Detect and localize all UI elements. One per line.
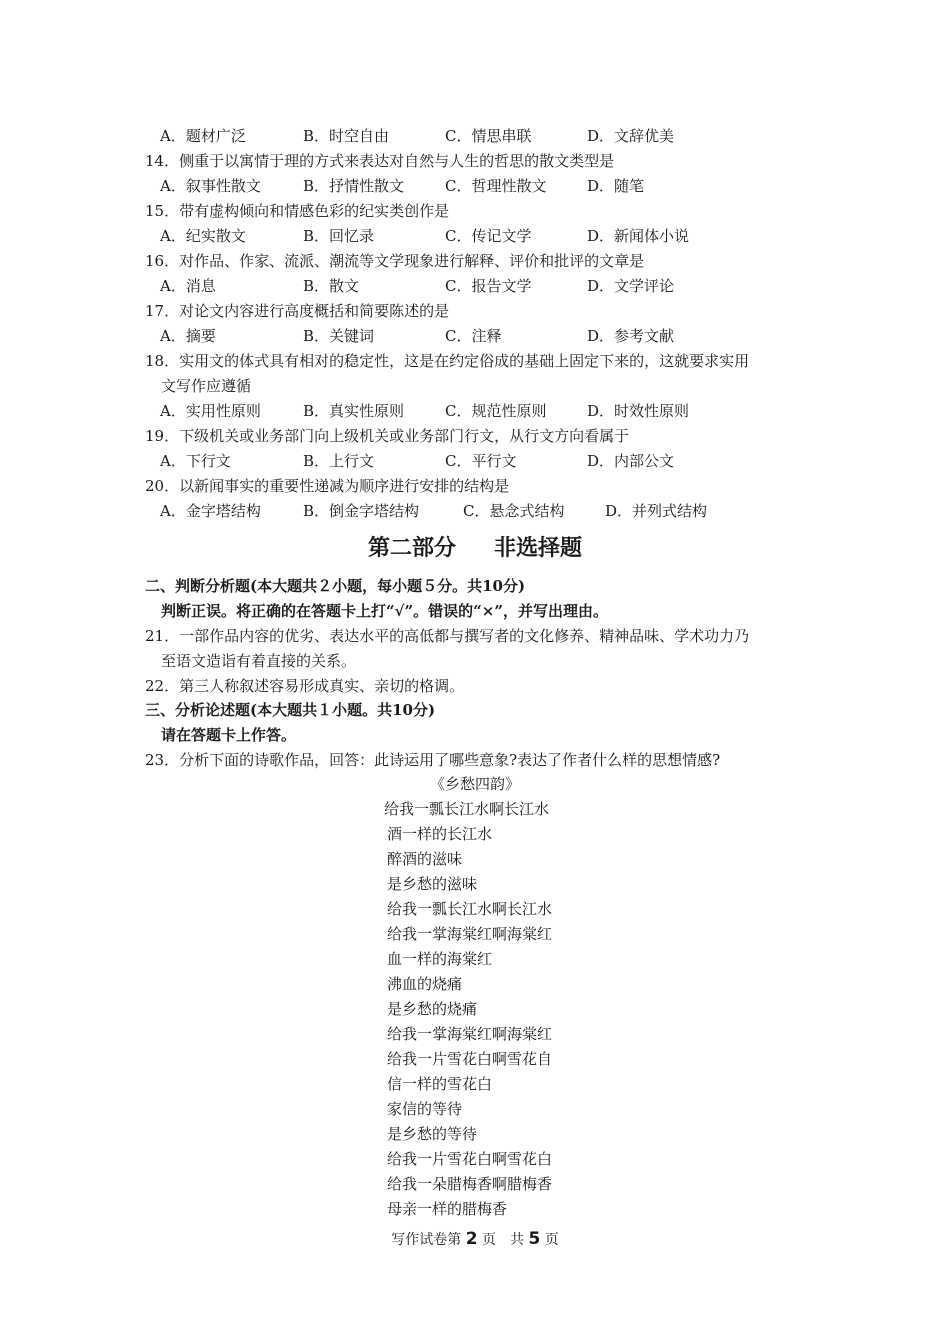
option-a: A．实用性原则 — [160, 402, 261, 420]
poem-line: 醉酒的滋味 — [387, 850, 463, 868]
option-c: C．平行文 — [445, 452, 517, 470]
option-a: A．纪实散文 — [160, 227, 246, 245]
option-c: C．情思串联 — [445, 127, 532, 145]
question-14: 14．侧重于以寓情于理的方式来表达对自然与人生的哲思的散文类型是 — [145, 152, 615, 170]
poem-line: 是乡愁的滋味 — [387, 875, 478, 893]
poem-line: 血一样的海棠红 — [387, 950, 493, 968]
current-page-number: 2 — [465, 1229, 478, 1249]
question-18: 18．实用文的体式具有相对的稳定性，这是在约定俗成的基础上固定下来的，这就要求实用 — [145, 352, 750, 370]
section-3-heading: 三、分析论述题(本大题共１小题。共10分) — [145, 701, 436, 719]
option-a: A．下行文 — [160, 452, 231, 470]
option-d: D．并列式结构 — [605, 502, 708, 520]
option-b: B．倒金字塔结构 — [303, 502, 420, 520]
option-b: B．上行文 — [303, 452, 375, 470]
option-d: D．新闻体小说 — [587, 227, 690, 245]
section-2-instruction: 判断正误。将正确的在答题卡上打“√”。错误的“×”，并写出理由。 — [161, 602, 608, 620]
option-a: A．金字塔结构 — [160, 502, 261, 520]
question-20: 20．以新闻事实的重要性递减为顺序进行安排的结构是 — [145, 477, 510, 495]
poem-line: 给我一掌海棠红啊海棠红 — [387, 1025, 553, 1043]
question-18-continued: 文写作应遵循 — [161, 377, 252, 395]
question-16: 16．对作品、作家、流派、潮流等文学现象进行解释、评价和批评的文章是 — [145, 252, 645, 270]
footer-prefix: 写作试卷第 — [391, 1232, 462, 1248]
poem-line: 给我一瓢长江水啊长江水 — [384, 800, 550, 818]
option-c: C．悬念式结构 — [463, 502, 565, 520]
poem-line: 是乡愁的烧痛 — [387, 1000, 478, 1018]
part-two-title — [0, 534, 950, 564]
option-a: A．叙事性散文 — [160, 177, 261, 195]
option-a: A．题材广泛 — [160, 127, 246, 145]
footer-suffix: 页 — [544, 1232, 559, 1248]
poem-line: 给我一片雪花白啊雪花白 — [387, 1150, 553, 1168]
option-d: D．时效性原则 — [587, 402, 690, 420]
option-b: B．真实性原则 — [303, 402, 405, 420]
option-c: C．哲理性散文 — [445, 177, 547, 195]
option-c: C．传记文学 — [445, 227, 532, 245]
poem-line: 沸血的烧痛 — [387, 975, 463, 993]
option-d: D．文辞优美 — [587, 127, 675, 145]
poem-line: 家信的等待 — [387, 1100, 463, 1118]
option-d: D．参考文献 — [587, 327, 675, 345]
option-d: D．内部公文 — [587, 452, 675, 470]
question-17: 17．对论文内容进行高度概括和简要陈述的是 — [145, 302, 450, 320]
option-b: B．抒情性散文 — [303, 177, 405, 195]
poem-line: 给我一朵腊梅香啊腊梅香 — [387, 1175, 553, 1193]
section-3-instruction: 请在答题卡上作答。 — [161, 726, 297, 744]
part-two-subtitle: 非选择题 — [494, 536, 583, 561]
question-15: 15．带有虚构倾向和情感色彩的纪实类创作是 — [145, 202, 450, 220]
option-b: B．关键词 — [303, 327, 375, 345]
part-two-label: 第二部分 — [367, 536, 456, 561]
option-c: C．注释 — [445, 327, 502, 345]
question-21: 21．一部作品内容的优劣、表达水平的高低都与撰写者的文化修养、精神品味、学术功力乃 — [145, 627, 750, 645]
option-b: B．时空自由 — [303, 127, 390, 145]
option-a: A．消息 — [160, 277, 216, 295]
poem-line: 给我一片雪花白啊雪花自 — [387, 1050, 553, 1068]
question-22: 22．第三人称叙述容易形成真实、亲切的格调。 — [145, 677, 465, 695]
option-b: B．回忆录 — [303, 227, 375, 245]
option-d: D．文学评论 — [587, 277, 675, 295]
poem-title: 《乡愁四韵》 — [429, 775, 520, 793]
option-d: D．随笔 — [587, 177, 645, 195]
footer-mid: 页 共 — [482, 1232, 524, 1248]
option-b: B．散文 — [303, 277, 360, 295]
poem-line: 给我一瓢长江水啊长江水 — [387, 900, 553, 918]
section-2-heading: 二、判断分析题(本大题共２小题，每小题５分。共10分) — [145, 577, 526, 595]
poem-line: 给我一掌海棠红啊海棠红 — [387, 925, 553, 943]
option-a: A．摘要 — [160, 327, 216, 345]
poem-line: 信一样的雪花白 — [387, 1075, 493, 1093]
poem-line: 母亲一样的腊梅香 — [387, 1200, 508, 1218]
poem-line: 是乡愁的等待 — [387, 1125, 478, 1143]
question-21-continued: 至语文造诣有着直接的关系。 — [161, 652, 357, 670]
option-c: C．报告文学 — [445, 277, 532, 295]
question-19: 19．下级机关或业务部门向上级机关或业务部门行文，从行文方向看属于 — [145, 427, 630, 445]
total-page-number: 5 — [528, 1229, 541, 1249]
question-23: 23．分析下面的诗歌作品，回答：此诗运用了哪些意象?表达了作者什么样的思想情感? — [145, 751, 721, 769]
poem-line: 酒一样的长江水 — [387, 825, 493, 843]
page-footer — [0, 1228, 950, 1251]
option-c: C．规范性原则 — [445, 402, 547, 420]
